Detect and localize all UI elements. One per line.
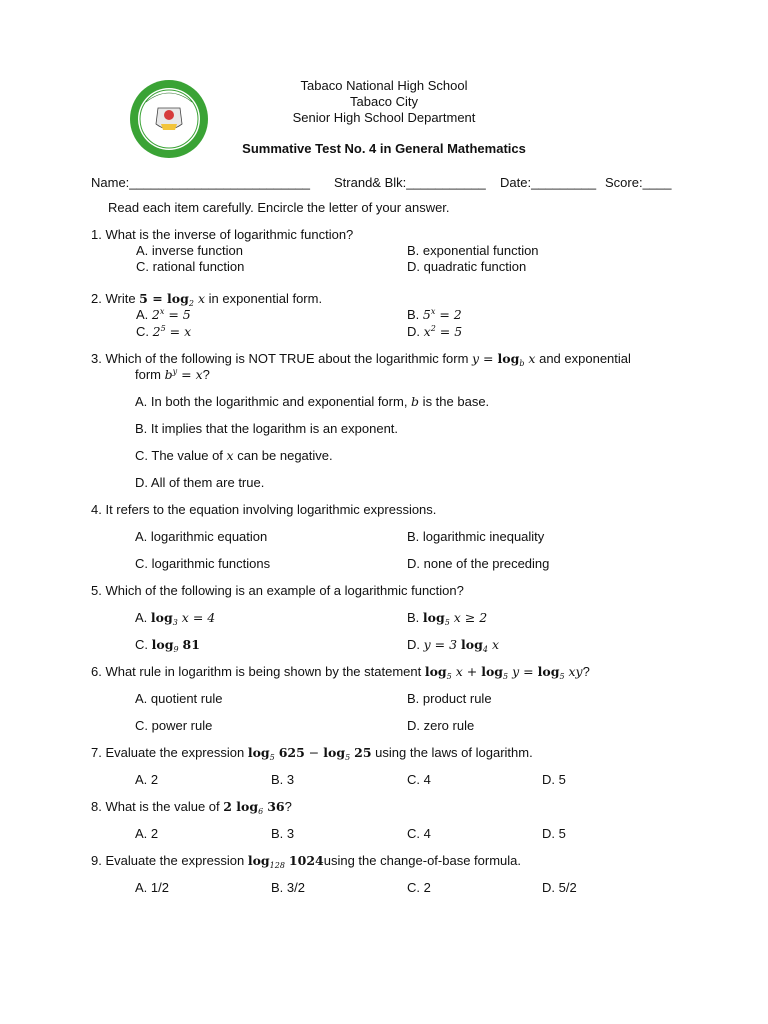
- q6-option-c[interactable]: C. power rule: [135, 718, 213, 733]
- q1-option-b[interactable]: B. exponential function: [407, 243, 539, 258]
- q5-option-a[interactable]: A. $\log_3 x = 4$: [135, 610, 216, 627]
- q5-option-c[interactable]: C. $\log_9 81$: [135, 637, 200, 654]
- instructions: Read each item carefully. Encircle the letter of your answer.: [108, 200, 450, 215]
- q7-option-a[interactable]: A. 2: [135, 772, 159, 787]
- test-title: Summative Test No. 4 in General Mathematics: [242, 141, 526, 156]
- q8-option-d[interactable]: D. 5: [542, 826, 566, 841]
- question-6: 6. What rule in logarithm is being shown by the statement $\log_5 x + \log_5 y = \log_5$ xy?: [91, 664, 590, 681]
- question-4: 4. It refers to the equation involving logarithmic expressions.: [91, 502, 437, 517]
- question-3: 3. Which of the following is NOT TRUE about the logarithmic form $y = \log_b x$ and exponential: [91, 351, 631, 368]
- name-field[interactable]: Name:_________________________: [91, 175, 311, 190]
- q8-option-b[interactable]: B. 3: [271, 826, 295, 841]
- q9-option-d[interactable]: D. 5/2: [542, 880, 577, 895]
- q2-option-a[interactable]: A. $2^x = 5$: [136, 307, 191, 322]
- q4-option-b[interactable]: B. logarithmic inequality: [407, 529, 545, 544]
- q2-option-b[interactable]: B. $5^x = 2$: [407, 307, 462, 322]
- q6-option-b[interactable]: B. product rule: [407, 691, 492, 706]
- q9-option-c[interactable]: C. 2: [407, 880, 431, 895]
- q4-option-a[interactable]: A. logarithmic equation: [135, 529, 268, 544]
- school-city: Tabaco City: [350, 94, 418, 109]
- q3-option-b[interactable]: B. It implies that the logarithm is an exponent.: [135, 421, 399, 436]
- q8-option-a[interactable]: A. 2: [135, 826, 159, 841]
- question-9: 9. Evaluate the expression $\log_{128} 1024using$ the change-of-base formula.: [91, 853, 522, 870]
- score-field[interactable]: Score:____: [605, 175, 672, 190]
- q9-option-a[interactable]: A. 1/2: [135, 880, 169, 895]
- question-7: 7. Evaluate the expression $\log_5 625 - \log_5 25$ using the laws of logarithm.: [91, 745, 533, 762]
- q4-option-c[interactable]: C. logarithmic functions: [135, 556, 271, 571]
- q7-option-d[interactable]: D. 5: [542, 772, 566, 787]
- q6-option-d[interactable]: D. zero rule: [407, 718, 475, 733]
- q2-option-d[interactable]: D. $x^2 = 5$: [407, 324, 463, 339]
- question-3-line2: form $b^y = x$?: [135, 367, 210, 382]
- q1-option-a[interactable]: A. inverse function: [136, 243, 243, 258]
- q3-option-d[interactable]: D. All of them are true.: [135, 475, 265, 490]
- q1-option-d[interactable]: D. quadratic function: [407, 259, 527, 274]
- q4-option-d[interactable]: D. none of the preceding: [407, 556, 550, 571]
- q3-option-c[interactable]: C. The value of x can be negative.: [135, 448, 333, 463]
- question-1: 1. What is the inverse of logarithmic function?: [91, 227, 354, 242]
- q1-option-c[interactable]: C. rational function: [136, 259, 245, 274]
- school-name: Tabaco National High School: [300, 78, 468, 93]
- q2-option-c[interactable]: C. $2^5 = x$: [136, 324, 192, 339]
- q5-option-b[interactable]: B. $\log_5 x \ge 2$: [407, 610, 488, 627]
- q3-option-a[interactable]: A. In both the logarithmic and exponential form, b is the base.: [135, 394, 490, 409]
- q7-option-b[interactable]: B. 3: [271, 772, 295, 787]
- q2-equation: $5 = \log_2 x$: [139, 291, 205, 308]
- date-field[interactable]: Date:_________: [500, 175, 597, 190]
- q7-option-c[interactable]: C. 4: [407, 772, 431, 787]
- q6-option-a[interactable]: A. quotient rule: [135, 691, 223, 706]
- question-2: 2. Write $5 = \log_2 x$ in exponential form.: [91, 291, 323, 308]
- q5-option-d[interactable]: D. y = 3 $\log_4 x$: [407, 637, 499, 654]
- strand-block-field[interactable]: Strand& Blk:___________: [334, 175, 486, 190]
- question-8: 8. What is the value of 2 $\log_6 36$?: [91, 799, 292, 816]
- question-5: 5. Which of the following is an example of a logarithmic function?: [91, 583, 464, 598]
- school-department: Senior High School Department: [292, 110, 476, 125]
- q8-option-c[interactable]: C. 4: [407, 826, 431, 841]
- q9-option-b[interactable]: B. 3/2: [271, 880, 305, 895]
